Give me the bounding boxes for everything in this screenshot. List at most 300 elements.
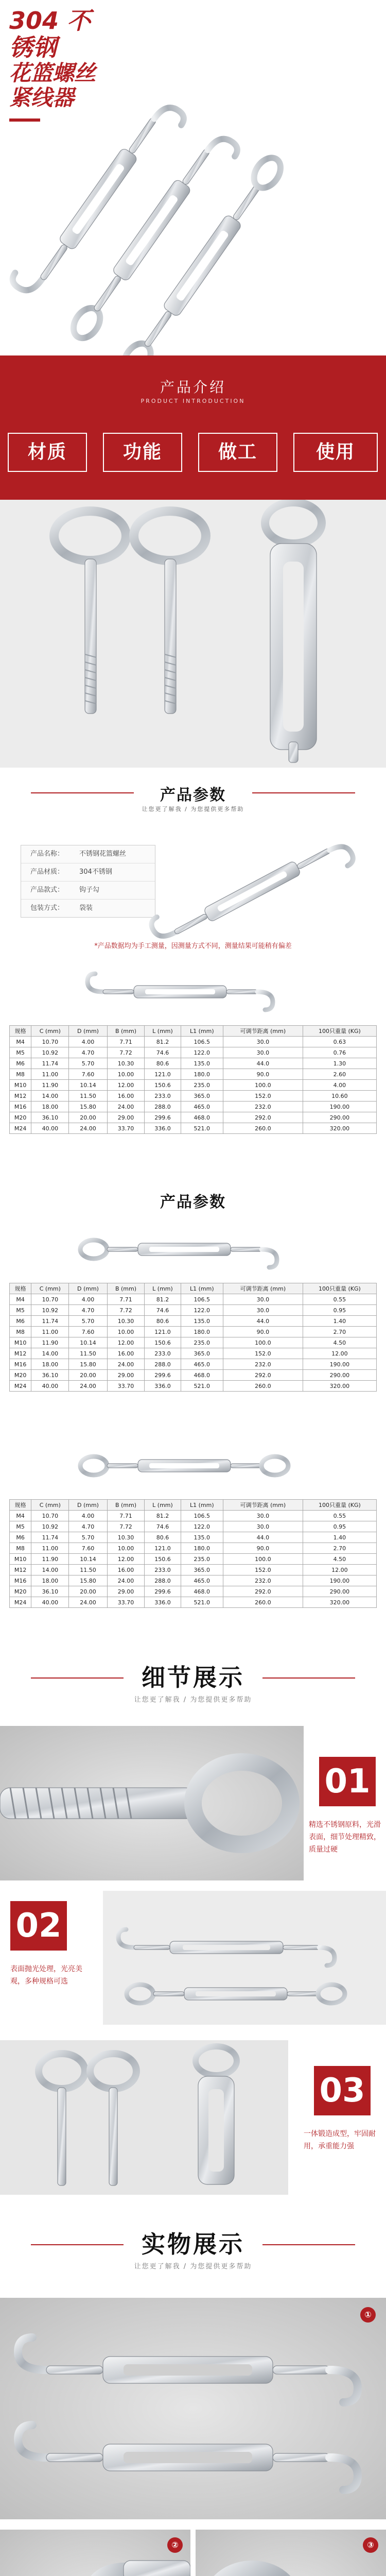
table-cell: 180.0	[181, 1069, 223, 1080]
table-cell: 7.60	[69, 1327, 107, 1337]
table-cell: 299.6	[145, 1112, 181, 1123]
table-header-cell: L (mm)	[145, 1283, 181, 1294]
table-cell: 30.0	[223, 1521, 303, 1532]
table-cell: 30.0	[223, 1037, 303, 1047]
table-header-cell: 100只重量 (KG)	[303, 1026, 376, 1037]
table-cell: 260.0	[223, 1381, 303, 1392]
table-cell: 16.00	[107, 1091, 145, 1101]
spec-value: 304不锈钢	[79, 868, 112, 876]
table-cell: 121.0	[145, 1543, 181, 1554]
table-cell: M20	[10, 1370, 31, 1381]
table-cell: 30.0	[223, 1047, 303, 1058]
spec-table-hook-hook	[9, 1025, 377, 1134]
table-cell: 30.0	[223, 1305, 303, 1316]
table-row	[10, 1058, 377, 1069]
table-cell: 12.00	[107, 1080, 145, 1091]
table-cell: 232.0	[223, 1101, 303, 1112]
table-cell: 44.0	[223, 1316, 303, 1327]
table-cell: 74.6	[145, 1521, 181, 1532]
table-cell: 235.0	[181, 1337, 223, 1348]
table-cell: 152.0	[223, 1565, 303, 1575]
table-header-cell: B (mm)	[107, 1283, 145, 1294]
detail-caption-02: 表面抛光处理，光亮美观，多种规格可选	[10, 1965, 82, 1986]
table-cell: 235.0	[181, 1554, 223, 1565]
table-row	[10, 1521, 377, 1532]
table-cell: 336.0	[145, 1123, 181, 1134]
table-cell: 5.70	[69, 1316, 107, 1327]
table-cell: 36.10	[31, 1586, 69, 1597]
table-cell: 521.0	[181, 1123, 223, 1134]
table-header-cell: 规格	[10, 1026, 31, 1037]
table-cell: 24.00	[107, 1101, 145, 1112]
table-cell: 365.0	[181, 1348, 223, 1359]
table-cell: 80.6	[145, 1532, 181, 1543]
table1-body	[10, 1037, 377, 1134]
table-cell: 10.92	[31, 1305, 69, 1316]
table-cell: 11.50	[69, 1348, 107, 1359]
table-header-cell: 可调节距离 (mm)	[223, 1500, 303, 1511]
table-cell: 135.0	[181, 1316, 223, 1327]
table-header-cell: B (mm)	[107, 1500, 145, 1511]
table-cell: 0.55	[303, 1511, 376, 1521]
table-cell: 465.0	[181, 1359, 223, 1370]
table-cell: M6	[10, 1316, 31, 1327]
photo-badge-3: ③	[363, 2537, 378, 2553]
table-header-cell: L (mm)	[145, 1500, 181, 1511]
table-cell: 33.70	[107, 1381, 145, 1392]
table-row	[10, 1359, 377, 1370]
table-cell: 1.30	[303, 1058, 376, 1069]
table-header-cell: D (mm)	[69, 1026, 107, 1037]
table-cell: 260.0	[223, 1123, 303, 1134]
photo-badge-1: ①	[360, 2307, 376, 2323]
table-header-row	[10, 1026, 377, 1037]
table-cell: M16	[10, 1101, 31, 1112]
table-cell: 10.70	[31, 1511, 69, 1521]
table-row	[10, 1575, 377, 1586]
table-row	[10, 1316, 377, 1327]
table-cell: M4	[10, 1294, 31, 1305]
table-row	[10, 1123, 377, 1134]
table-cell: 0.95	[303, 1305, 376, 1316]
table-cell: 468.0	[181, 1586, 223, 1597]
hero-line-2: 花篮螺丝	[9, 60, 96, 86]
table2-product-image	[0, 1221, 386, 1278]
table-header-row	[10, 1500, 377, 1511]
table-cell: 106.5	[181, 1511, 223, 1521]
table3-body	[10, 1511, 377, 1608]
real-photo-2	[0, 2530, 190, 2576]
product-intro-banner	[0, 355, 386, 500]
table-cell: 44.0	[223, 1532, 303, 1543]
feature-material: 材质	[8, 433, 87, 472]
table-cell: 29.00	[107, 1370, 145, 1381]
table-cell: 80.6	[145, 1058, 181, 1069]
table-cell: 0.95	[303, 1521, 376, 1532]
table-cell: 5.70	[69, 1532, 107, 1543]
table-row	[10, 1348, 377, 1359]
table3-product-image	[0, 1437, 386, 1494]
table-cell: 11.00	[31, 1327, 69, 1337]
table-row	[10, 1381, 377, 1392]
table-cell: M8	[10, 1069, 31, 1080]
hero-line-3: 紧线器	[9, 85, 75, 110]
table-cell: 365.0	[181, 1091, 223, 1101]
table-cell: 336.0	[145, 1381, 181, 1392]
table-cell: M5	[10, 1521, 31, 1532]
table-row	[10, 1305, 377, 1316]
table-cell: 150.6	[145, 1337, 181, 1348]
table-cell: M24	[10, 1597, 31, 1608]
table-cell: 12.00	[107, 1337, 145, 1348]
table-cell: M20	[10, 1586, 31, 1597]
table-cell: 7.71	[107, 1037, 145, 1047]
table-header-cell: D (mm)	[69, 1500, 107, 1511]
detail-photo-1	[0, 1726, 304, 1880]
table-cell: 7.72	[107, 1521, 145, 1532]
table-cell: 7.72	[107, 1305, 145, 1316]
spec-key: 包装方式：	[30, 904, 64, 912]
table-cell: 14.00	[31, 1565, 69, 1575]
table-cell: 74.6	[145, 1047, 181, 1058]
table-cell: 260.0	[223, 1597, 303, 1608]
table-cell: 4.70	[69, 1521, 107, 1532]
table-cell: 10.00	[107, 1069, 145, 1080]
table-cell: 106.5	[181, 1037, 223, 1047]
table-cell: 0.76	[303, 1047, 376, 1058]
detail-subtitle: 让您更了解我 / 为您提供更多帮助	[134, 1696, 252, 1704]
table-cell: M8	[10, 1543, 31, 1554]
table-cell: 2.70	[303, 1543, 376, 1554]
table-cell: M6	[10, 1058, 31, 1069]
feature-craft: 做工	[198, 433, 277, 472]
table-cell: 36.10	[31, 1112, 69, 1123]
table-cell: M5	[10, 1047, 31, 1058]
table-cell: 11.50	[69, 1565, 107, 1575]
table-cell: 18.00	[31, 1359, 69, 1370]
table-cell: 150.6	[145, 1080, 181, 1091]
table-header-cell: L1 (mm)	[181, 1026, 223, 1037]
table-cell: 24.00	[69, 1381, 107, 1392]
table-cell: 290.00	[303, 1370, 376, 1381]
table-cell: 10.14	[69, 1080, 107, 1091]
table-cell: 4.00	[69, 1037, 107, 1047]
table-cell: 10.60	[303, 1091, 376, 1101]
table-cell: 11.74	[31, 1316, 69, 1327]
table-cell: 12.00	[107, 1554, 145, 1565]
spec-value: 不锈钢花篮螺丝	[79, 850, 127, 858]
turnbuckle-hero-image	[0, 0, 386, 355]
table-cell: 10.70	[31, 1294, 69, 1305]
table-cell: 100.0	[223, 1554, 303, 1565]
table-row	[10, 1069, 377, 1080]
table-cell: 15.80	[69, 1575, 107, 1586]
table-cell: 10.00	[107, 1327, 145, 1337]
table-cell: 24.00	[69, 1123, 107, 1134]
detail-photo-3	[0, 2040, 288, 2195]
table-row	[10, 1327, 377, 1337]
params-title-2: 产品参数	[160, 1193, 226, 1211]
table-cell: 4.70	[69, 1305, 107, 1316]
table-cell: 292.0	[223, 1370, 303, 1381]
params-note: *产品数据均为手工测量，因测量方式不同，测量结果可能稍有偏差	[94, 942, 292, 950]
detail-photo-2	[103, 1891, 386, 2025]
table-cell: 233.0	[145, 1091, 181, 1101]
table-cell: 90.0	[223, 1069, 303, 1080]
params-section	[0, 768, 386, 2200]
params-title: 产品参数	[160, 786, 226, 804]
table-cell: 20.00	[69, 1112, 107, 1123]
table-cell: M5	[10, 1305, 31, 1316]
table-cell: 299.6	[145, 1370, 181, 1381]
table-cell: 10.14	[69, 1337, 107, 1348]
table-cell: 33.70	[107, 1597, 145, 1608]
table-cell: M4	[10, 1511, 31, 1521]
table-row	[10, 1047, 377, 1058]
table-cell: M24	[10, 1381, 31, 1392]
table-row	[10, 1101, 377, 1112]
table-cell: 33.70	[107, 1123, 145, 1134]
table-cell: 1.40	[303, 1316, 376, 1327]
table-cell: 11.90	[31, 1554, 69, 1565]
table-cell: 180.0	[181, 1327, 223, 1337]
intro-subtitle: PRODUCT INTRODUCTION	[141, 398, 245, 404]
table-cell: 122.0	[181, 1047, 223, 1058]
table-header-cell: L1 (mm)	[181, 1283, 223, 1294]
real-header	[0, 2221, 386, 2282]
table-cell: M8	[10, 1327, 31, 1337]
table-cell: 18.00	[31, 1575, 69, 1586]
table-cell: 365.0	[181, 1565, 223, 1575]
table2-head	[10, 1283, 377, 1294]
table-row	[10, 1543, 377, 1554]
table-cell: M12	[10, 1565, 31, 1575]
table-cell: 290.00	[303, 1586, 376, 1597]
table-cell: 4.00	[303, 1080, 376, 1091]
table-cell: M12	[10, 1348, 31, 1359]
table-cell: 288.0	[145, 1359, 181, 1370]
table-cell: 4.50	[303, 1554, 376, 1565]
table-cell: 122.0	[181, 1521, 223, 1532]
table-cell: 233.0	[145, 1565, 181, 1575]
table-cell: 122.0	[181, 1305, 223, 1316]
table-header-cell: C (mm)	[31, 1500, 69, 1511]
table-cell: 40.00	[31, 1123, 69, 1134]
table-cell: 465.0	[181, 1101, 223, 1112]
table-row	[10, 1511, 377, 1521]
table-header-cell: 规格	[10, 1283, 31, 1294]
table-header-cell: C (mm)	[31, 1283, 69, 1294]
table-cell: 5.70	[69, 1058, 107, 1069]
table-header-cell: 100只重量 (KG)	[303, 1283, 376, 1294]
table-cell: 152.0	[223, 1091, 303, 1101]
table1-product-image	[0, 963, 386, 1020]
table-cell: 29.00	[107, 1112, 145, 1123]
detail-number-02: 02	[10, 1901, 67, 1951]
table-cell: 521.0	[181, 1597, 223, 1608]
table-cell: M10	[10, 1554, 31, 1565]
spec-key: 产品名称：	[30, 850, 64, 858]
table-cell: 16.00	[107, 1565, 145, 1575]
table-cell: 2.70	[303, 1327, 376, 1337]
table-cell: 190.00	[303, 1101, 376, 1112]
table2-body	[10, 1294, 377, 1392]
table-cell: 24.00	[107, 1359, 145, 1370]
table-row	[10, 1091, 377, 1101]
detail-header	[0, 1654, 386, 1716]
spec-table-eye-eye	[9, 1499, 377, 1608]
table-cell: 135.0	[181, 1532, 223, 1543]
table-cell: M6	[10, 1532, 31, 1543]
table-cell: 40.00	[31, 1597, 69, 1608]
table-header-cell: 规格	[10, 1500, 31, 1511]
table-cell: 100.0	[223, 1080, 303, 1091]
table-cell: M10	[10, 1080, 31, 1091]
table-cell: 150.6	[145, 1554, 181, 1565]
table-row	[10, 1294, 377, 1305]
table-cell: 16.00	[107, 1348, 145, 1359]
hero-section	[0, 0, 386, 355]
real-photo-1	[0, 2298, 386, 2519]
table-cell: 288.0	[145, 1575, 181, 1586]
table-cell: 10.30	[107, 1316, 145, 1327]
photo-badge-2: ②	[167, 2537, 183, 2553]
table-header-cell: L1 (mm)	[181, 1500, 223, 1511]
table-cell: M24	[10, 1123, 31, 1134]
table-cell: 0.63	[303, 1037, 376, 1047]
table-cell: 10.00	[107, 1543, 145, 1554]
table-cell: 81.2	[145, 1037, 181, 1047]
table-cell: 299.6	[145, 1586, 181, 1597]
table-cell: 74.6	[145, 1305, 181, 1316]
table-cell: M16	[10, 1575, 31, 1586]
spec-value: 钩子勾	[79, 886, 100, 894]
table-cell: 468.0	[181, 1370, 223, 1381]
table-cell: 30.0	[223, 1511, 303, 1521]
eye-bolt-image	[0, 500, 386, 768]
table-cell: 2.60	[303, 1069, 376, 1080]
table-cell: 292.0	[223, 1586, 303, 1597]
table-cell: 100.0	[223, 1337, 303, 1348]
intro-title: 产品介绍	[160, 379, 226, 396]
hero-line-1: 304 不锈钢	[9, 7, 91, 61]
real-subtitle: 让您更了解我 / 为您提供更多帮助	[134, 2263, 252, 2270]
table-row	[10, 1554, 377, 1565]
table-row	[10, 1532, 377, 1543]
table-cell: 336.0	[145, 1597, 181, 1608]
table-row	[10, 1565, 377, 1575]
table-cell: 152.0	[223, 1348, 303, 1359]
params-banner-2	[0, 1180, 386, 1226]
table-cell: 7.71	[107, 1511, 145, 1521]
table-cell: 0.55	[303, 1294, 376, 1305]
table-cell: 292.0	[223, 1112, 303, 1123]
detail-number-03: 03	[314, 2066, 371, 2115]
real-photos-section	[0, 2200, 386, 2576]
table-cell: 11.90	[31, 1337, 69, 1348]
table-cell: 10.30	[107, 1532, 145, 1543]
table-cell: 320.00	[303, 1123, 376, 1134]
table-cell: 12.00	[303, 1348, 376, 1359]
table-cell: 10.14	[69, 1554, 107, 1565]
table-cell: 11.90	[31, 1080, 69, 1091]
table-cell: 521.0	[181, 1381, 223, 1392]
table-cell: 121.0	[145, 1069, 181, 1080]
table-cell: 44.0	[223, 1058, 303, 1069]
product-variants-image	[0, 500, 386, 768]
table-row	[10, 1370, 377, 1381]
table-cell: 29.00	[107, 1586, 145, 1597]
table-cell: 81.2	[145, 1294, 181, 1305]
table-cell: 90.0	[223, 1543, 303, 1554]
table-cell: M12	[10, 1091, 31, 1101]
table-cell: 10.30	[107, 1058, 145, 1069]
table1-head	[10, 1026, 377, 1037]
table-cell: 36.10	[31, 1370, 69, 1381]
table-cell: 11.50	[69, 1091, 107, 1101]
table-cell: 15.80	[69, 1359, 107, 1370]
table-cell: 4.50	[303, 1337, 376, 1348]
table-cell: M20	[10, 1112, 31, 1123]
table-cell: 180.0	[181, 1543, 223, 1554]
table-row	[10, 1597, 377, 1608]
table-row	[10, 1080, 377, 1091]
table-cell: 465.0	[181, 1575, 223, 1586]
spec-key: 产品款式：	[30, 886, 64, 894]
real-line-right	[262, 2244, 355, 2245]
table-cell: 290.00	[303, 1112, 376, 1123]
table-cell: 18.00	[31, 1101, 69, 1112]
detail-line-right	[262, 1677, 355, 1679]
table-cell: 11.74	[31, 1532, 69, 1543]
table-cell: 10.70	[31, 1037, 69, 1047]
table-header-cell: D (mm)	[69, 1283, 107, 1294]
params-subtitle: 让您更了解我 / 为您提供更多帮助	[142, 806, 244, 812]
table-cell: 40.00	[31, 1381, 69, 1392]
table-header-cell: B (mm)	[107, 1026, 145, 1037]
detail-caption-01: 精选不锈钢原料，光滑表面，细节处理精致，质量过硬	[309, 1821, 381, 1854]
table-cell: M10	[10, 1337, 31, 1348]
table-row	[10, 1337, 377, 1348]
table-row	[10, 1112, 377, 1123]
real-title: 实物展示	[142, 2230, 244, 2258]
table-cell: 1.40	[303, 1532, 376, 1543]
table-row	[10, 1586, 377, 1597]
table-cell: 7.60	[69, 1069, 107, 1080]
table-cell: 7.60	[69, 1543, 107, 1554]
table3-head	[10, 1500, 377, 1511]
table-row	[10, 1037, 377, 1047]
table-cell: 15.80	[69, 1101, 107, 1112]
table-cell: 235.0	[181, 1080, 223, 1091]
table-cell: 320.00	[303, 1381, 376, 1392]
spec-table-hook-eye	[9, 1283, 377, 1392]
feature-function: 功能	[103, 433, 182, 472]
table-cell: 90.0	[223, 1327, 303, 1337]
table-cell: 10.92	[31, 1521, 69, 1532]
table-cell: 190.00	[303, 1359, 376, 1370]
feature-usage: 使用	[293, 433, 378, 472]
table-header-cell: L (mm)	[145, 1026, 181, 1037]
spec-key: 产品材质：	[30, 868, 64, 876]
table-cell: 7.71	[107, 1294, 145, 1305]
table-cell: 233.0	[145, 1348, 181, 1359]
table-header-cell: C (mm)	[31, 1026, 69, 1037]
table-cell: 14.00	[31, 1091, 69, 1101]
detail-caption-03: 一体锻造成型，牢固耐用，承重能力强	[304, 2130, 376, 2150]
spec-value: 袋装	[79, 904, 93, 912]
table-cell: 12.00	[303, 1565, 376, 1575]
